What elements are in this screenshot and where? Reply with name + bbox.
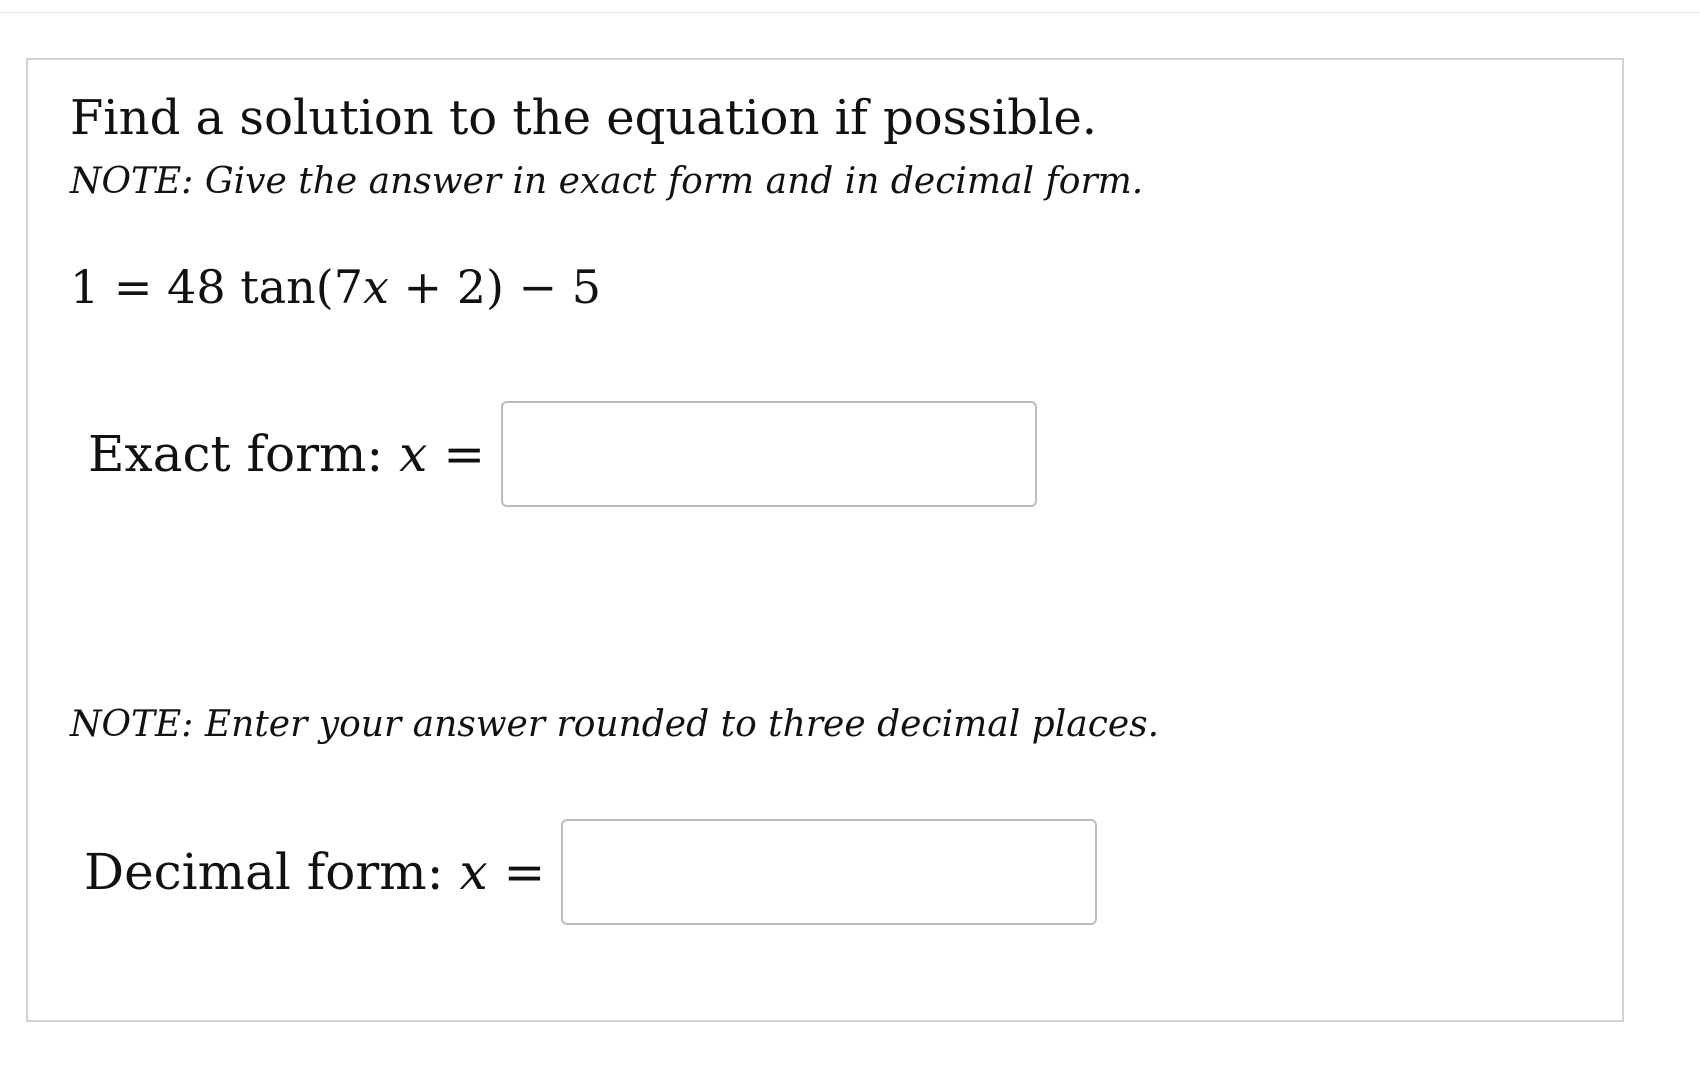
equation — [70, 258, 601, 316]
note-rounding: NOTE: Enter your answer rounded to three decimal places. — [70, 704, 1160, 745]
decimal-form-label-text: Decimal form: — [84, 843, 460, 901]
problem-card — [26, 58, 1624, 1022]
exact-form-label — [88, 424, 501, 484]
decimal-form-label — [84, 842, 561, 902]
equation-variable: x — [362, 260, 389, 314]
decimal-form-input[interactable] — [561, 819, 1097, 925]
decimal-form-variable: x — [459, 843, 488, 901]
exact-form-row — [88, 400, 1037, 508]
top-divider — [0, 12, 1700, 13]
exact-form-equals: = — [427, 425, 486, 483]
exact-form-variable: x — [399, 425, 428, 483]
exact-form-input[interactable] — [501, 401, 1037, 507]
equation-rhs: + 2) − 5 — [388, 260, 601, 314]
problem-heading: Find a solution to the equation if possible. — [70, 90, 1097, 146]
equation-lhs: 1 = 48 tan(7 — [70, 260, 363, 314]
decimal-form-equals: = — [487, 843, 546, 901]
exact-form-label-text: Exact form: — [88, 425, 400, 483]
note-answer-format: NOTE: Give the answer in exact form and in decimal form. — [70, 161, 1144, 202]
decimal-form-row — [84, 818, 1097, 926]
